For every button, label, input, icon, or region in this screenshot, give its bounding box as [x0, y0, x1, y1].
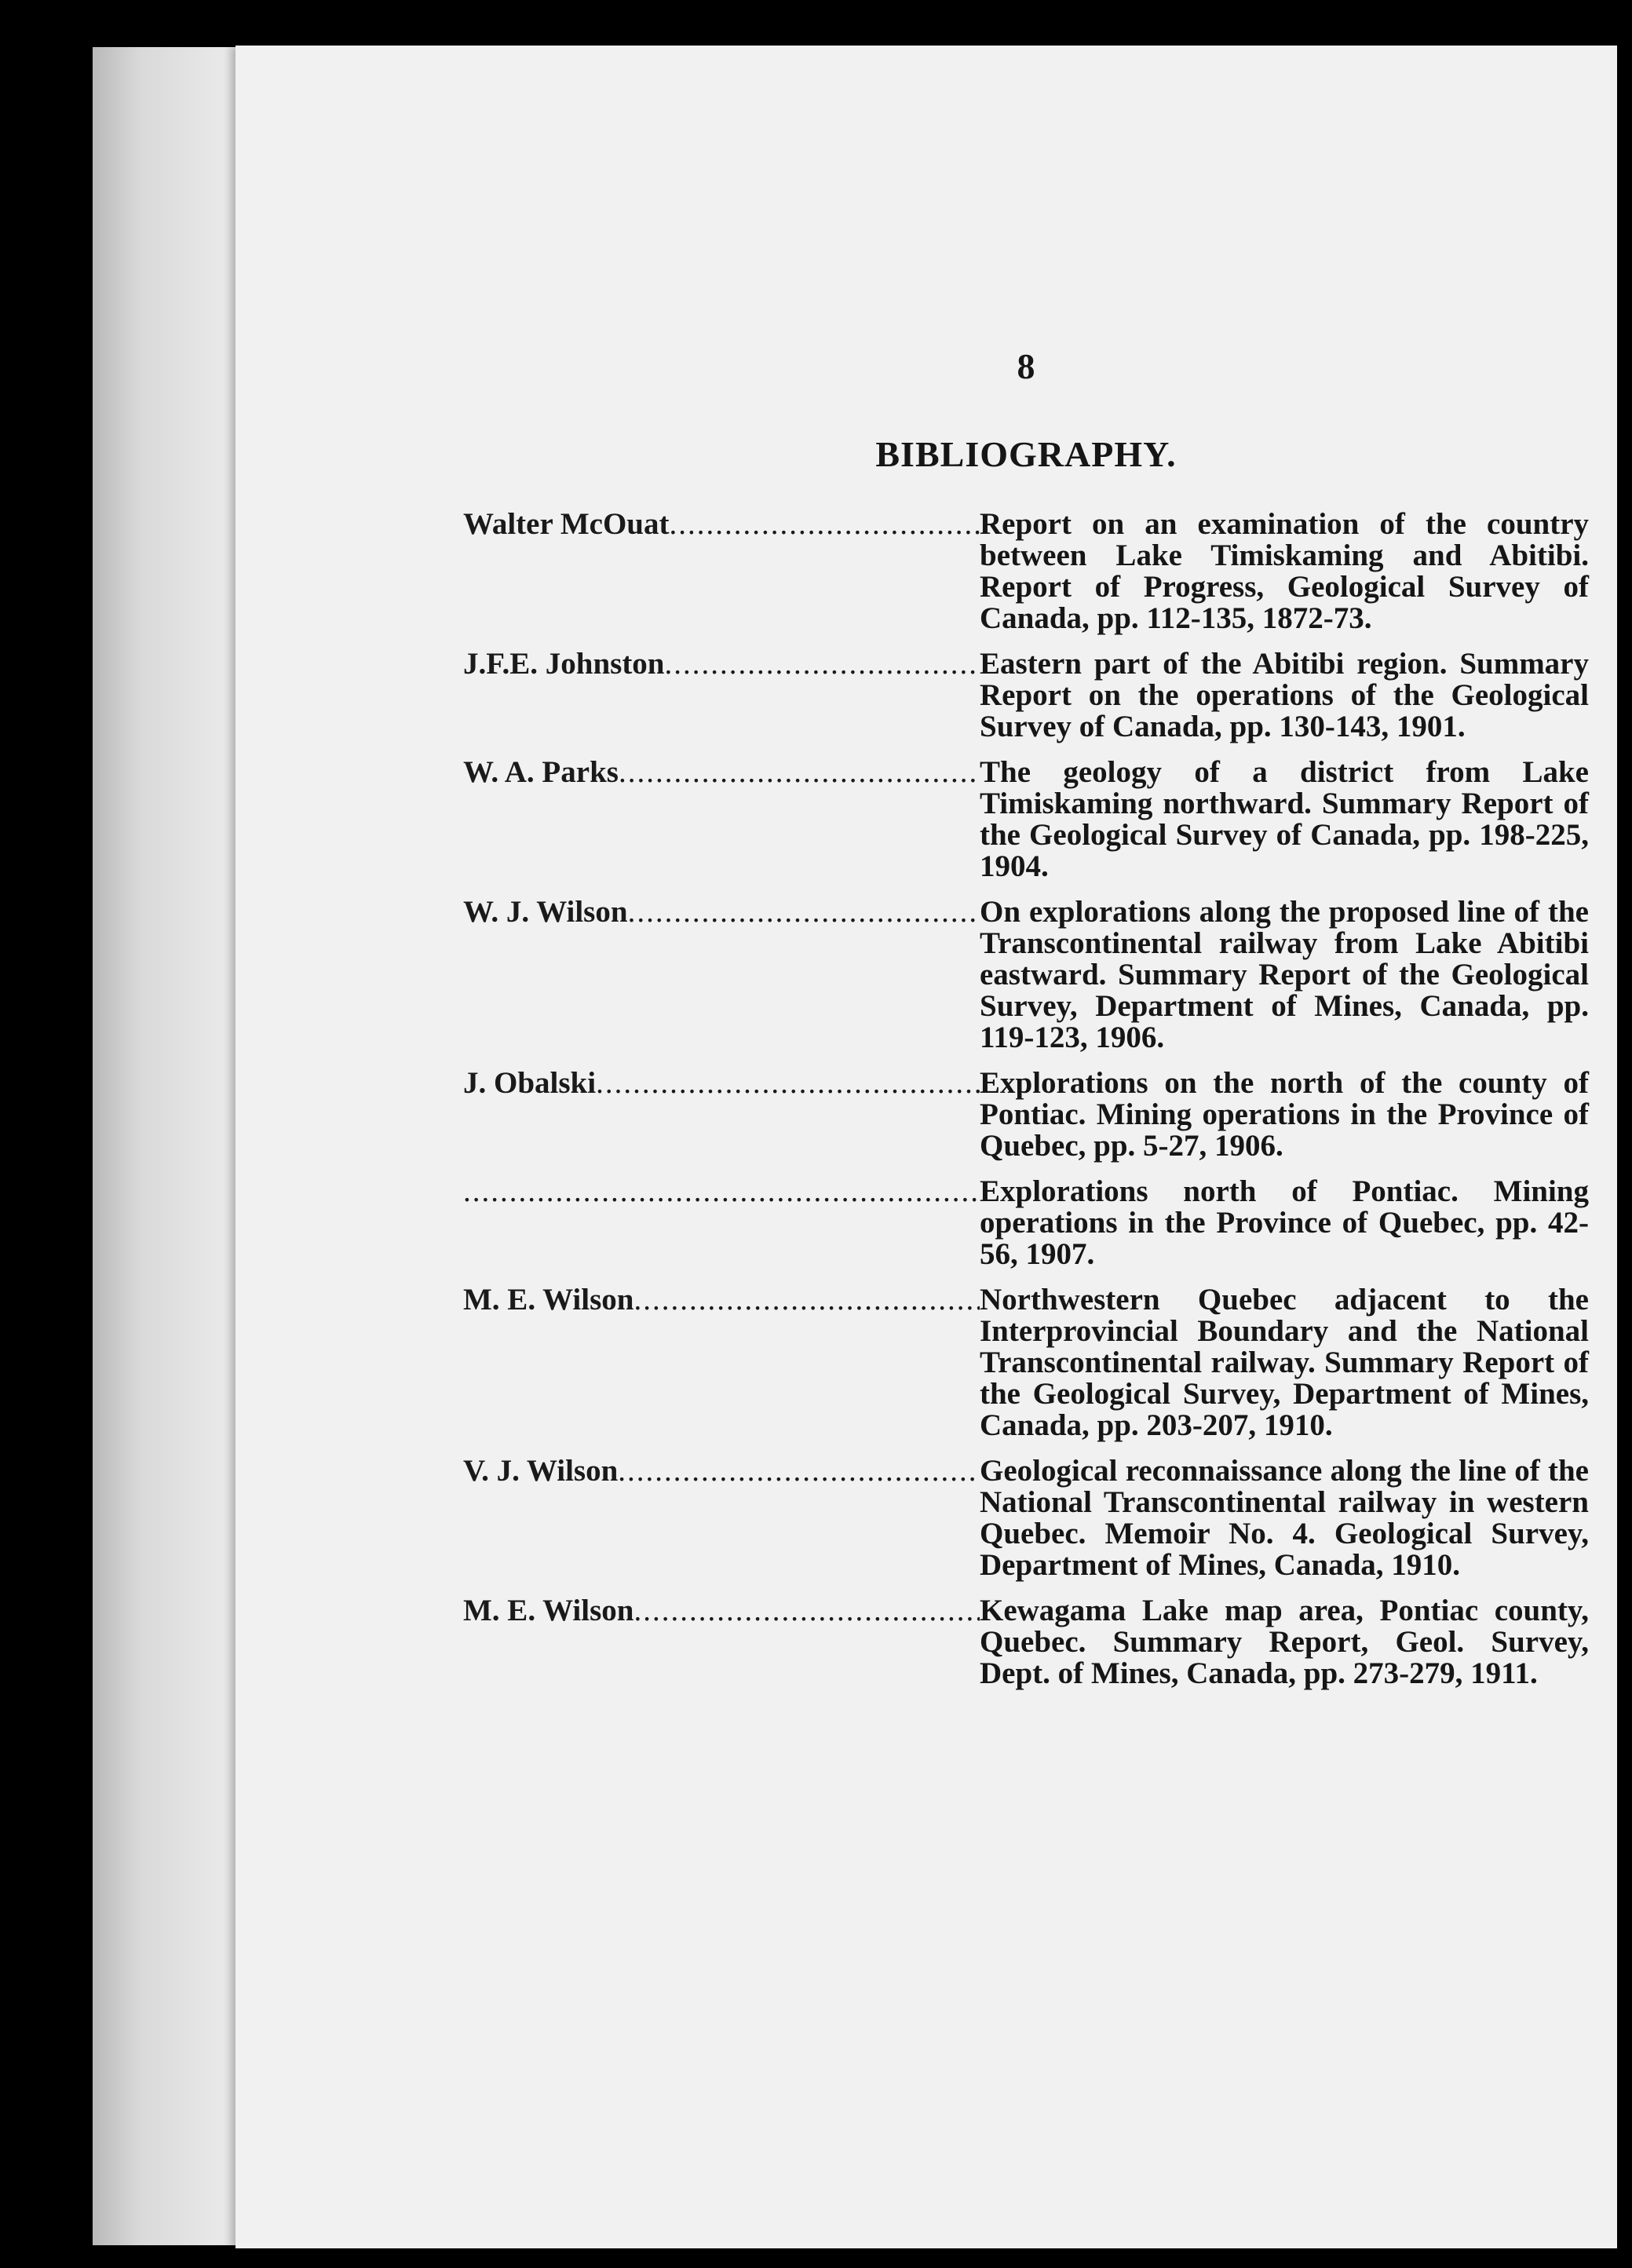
dot-leader — [628, 897, 980, 928]
author-name: W. A. Parks — [463, 757, 619, 788]
entry-author — [463, 1455, 980, 1487]
author-name: M. E. Wilson — [463, 1595, 634, 1627]
dot-leader — [633, 1284, 980, 1316]
author-name: V. J. Wilson — [463, 1455, 619, 1487]
dot-leader — [669, 509, 980, 540]
entry-author — [463, 757, 980, 788]
author-name: W. J. Wilson — [463, 897, 628, 928]
dot-leader — [619, 757, 980, 788]
cover-edge — [93, 47, 250, 2245]
bibliography-entry — [463, 1176, 1589, 1270]
bibliography-entry — [463, 509, 1589, 634]
author-name: J. Obalski — [463, 1068, 597, 1099]
bibliography-entry — [463, 757, 1589, 882]
entry-citation: Northwestern Quebec adjacent to the Interprovincial Boundary and the National Transcontinental railway. Summary Report of the Geological Survey, Department of Mines, Canada, pp. 203-207, 1910. — [980, 1283, 1589, 1442]
entry-author — [463, 1595, 980, 1627]
entry-citation: The geology of a district from Lake Timiskaming northward. Summary Report of the Geological Survey of Canada, pp. 198-225, 1904. — [980, 755, 1589, 883]
dot-leader — [618, 1455, 980, 1487]
dot-leader — [665, 648, 980, 680]
entry-citation: Eastern part of the Abitibi region. Summary Report on the operations of the Geological Survey of Canada, pp. 130-143, 1901. — [980, 647, 1589, 743]
page-number: 8 — [1017, 346, 1035, 386]
entry-citation: Kewagama Lake map area, Pontiac county, Quebec. Summary Report, Geol. Survey, Dept. of Mines, Canada, pp. 273-279, 1911. — [980, 1594, 1589, 1690]
bibliography-entry — [463, 1455, 1589, 1581]
entry-author — [463, 648, 980, 680]
entry-citation: Explorations on the north of the county of Pontiac. Mining operations in the Province of Quebec, pp. 5-27, 1906. — [980, 1066, 1589, 1163]
bibliography-entry — [463, 1284, 1589, 1441]
entry-author — [463, 1068, 980, 1099]
entry-citation: On explorations along the proposed line of the Transcontinental railway from Lake Abitibi eastward. Summary Report of the Geological Survey, Department of Mines, Canada, pp. 119-123, 1906. — [980, 895, 1589, 1054]
entry-citation: Explorations north of Pontiac. Mining operations in the Province of Quebec, pp. 42-56, 1907. — [980, 1174, 1589, 1271]
author-name: M. E. Wilson — [463, 1284, 634, 1316]
dot-leader — [633, 1595, 980, 1627]
page-heading: BIBLIOGRAPHY. — [875, 434, 1177, 474]
entry-citation: Report on an examination of the country between Lake Timiskaming and Abitibi. Report of Progress, Geological Survey of Canada, pp. 112-135, 1872-73. — [980, 507, 1589, 635]
entry-author — [463, 509, 980, 540]
bibliography-entry — [463, 648, 1589, 743]
author-name: J.F.E. Johnston — [463, 648, 665, 680]
entry-author — [463, 897, 980, 928]
bibliography-entry — [463, 1595, 1589, 1689]
document-page — [235, 46, 1617, 2248]
bibliography-entry — [463, 1068, 1589, 1162]
author-name: Walter McOuat — [463, 509, 670, 540]
bibliography-entry — [463, 897, 1589, 1054]
bibliography-list — [463, 509, 1589, 1704]
entry-author — [463, 1284, 980, 1316]
dot-leader — [463, 1176, 980, 1207]
dot-leader — [596, 1068, 980, 1099]
entry-author — [463, 1176, 980, 1207]
entry-citation: Geological reconnaissance along the line of the National Transcontinental railway in western Quebec. Memoir No. 4. Geological Survey, Department of Mines, Canada, 1910. — [980, 1454, 1589, 1582]
